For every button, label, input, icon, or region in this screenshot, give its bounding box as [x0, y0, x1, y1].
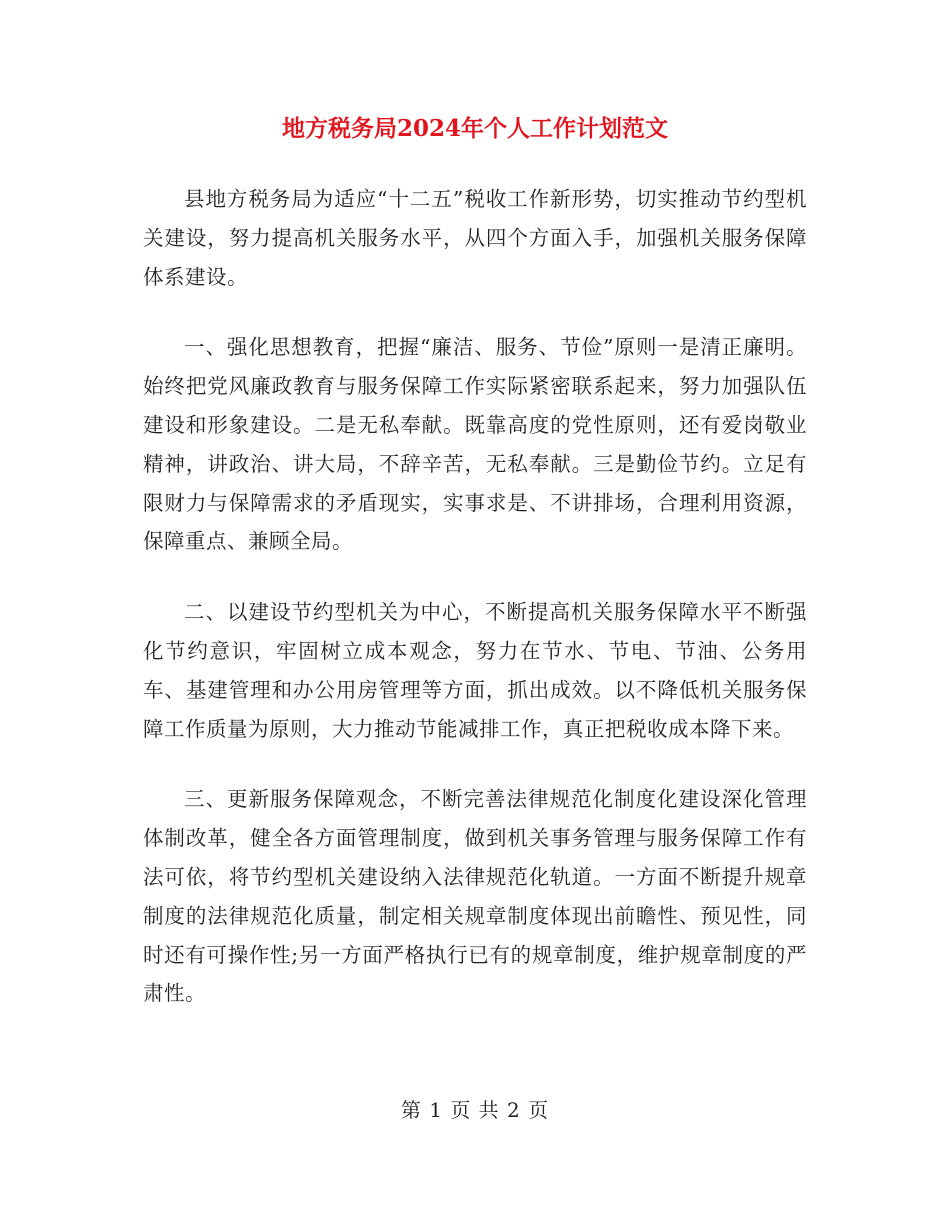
document-title: 地方税务局2024年个人工作计划范文 [281, 115, 668, 142]
document-body [143, 180, 807, 1045]
paragraph-section-2: 二、以建设节约型机关为中心，不断提高机关服务保障水平不断强化节约意识，牢固树立成本观念，努力在节水、节电、节油、公务用车、基建管理和办公用房管理等方面，抓出成效。以不降低机关服务保障工作质量为原则，大力推动节能减排工作，真正把税收成本降下来。 [143, 600, 807, 741]
paragraph-section-1: 一、强化思想教育，把握“廉洁、服务、节俭”原则一是清正廉明。始终把党风廉政教育与服务保障工作实际紧密联系起来，努力加强队伍建设和形象建设。二是无私奉献。既靠高度的党性原则，还有爱岗敬业精神，讲政治、讲大局，不辞辛苦，无私奉献。三是勤俭节约。立足有限财力与保障需求的矛盾现实，实事求是、不讲排场，合理利用资源，保障重点、兼顾全局。 [143, 335, 807, 554]
page-number-footer: 第 1 页 共 2 页 [400, 1098, 550, 1122]
paragraph-intro: 县地方税务局为适应“十二五”税收工作新形势，切实推动节约型机关建设，努力提高机关服务水平，从四个方面入手，加强机关服务保障体系建设。 [143, 187, 807, 289]
paragraph-section-3: 三、更新服务保障观念，不断完善法律规范化制度化建设深化管理体制改革，健全各方面管理制度，做到机关事务管理与服务保障工作有法可依，将节约型机关建设纳入法律规范化轨道。一方面不断提升规章制度的法律规范化质量，制定相关规章制度体现出前瞻性、预见性，同时还有可操作性;另一方面严格执行已有的规章制度，维护规章制度的严肃性。 [143, 787, 807, 1006]
